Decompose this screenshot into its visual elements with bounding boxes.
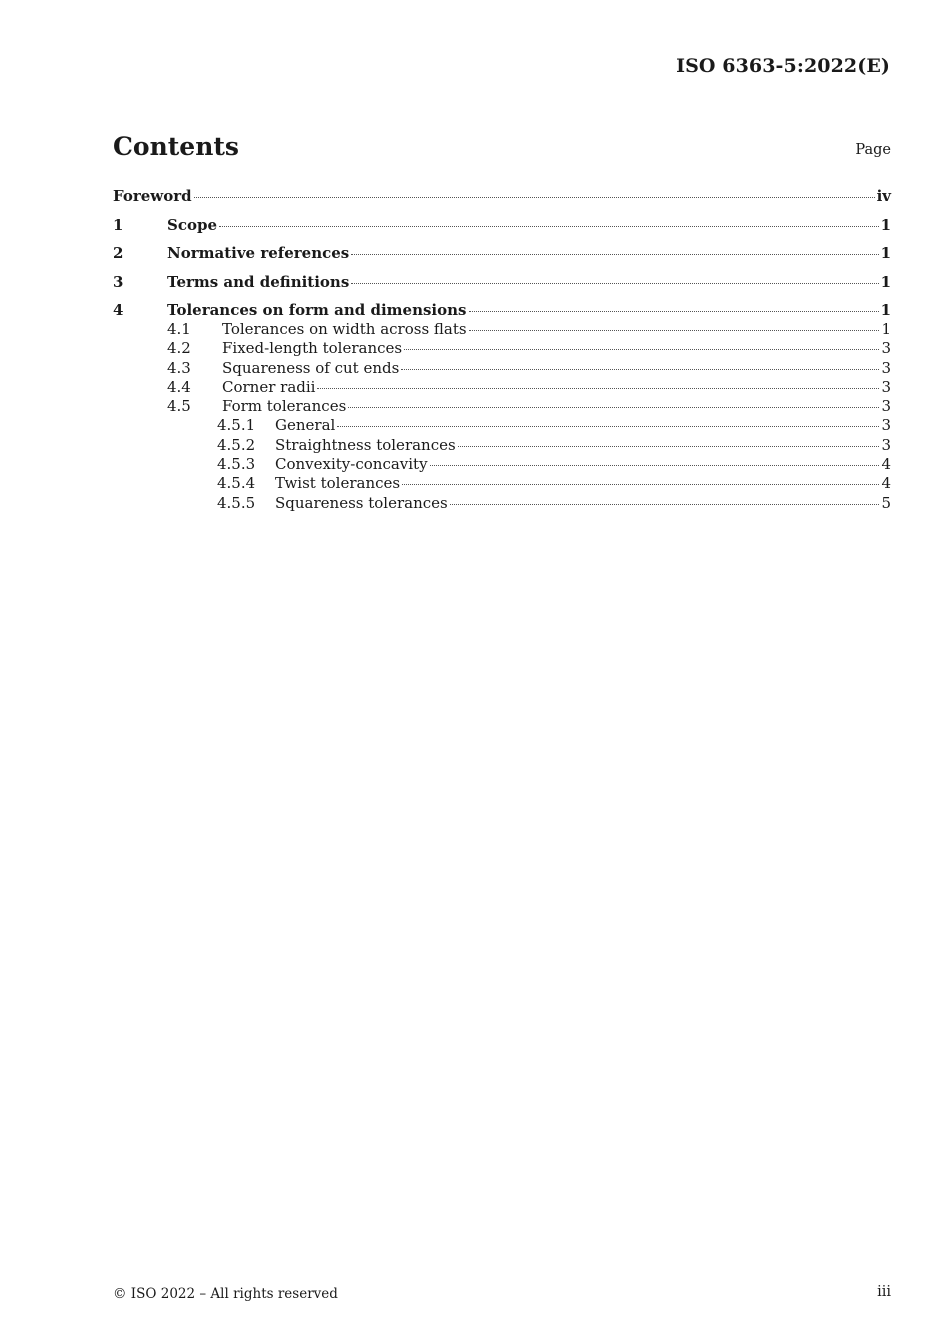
toc-entry-title: Tolerances on width across flats (222, 320, 467, 338)
toc-entry-number: 4.5.5 (217, 493, 256, 512)
copyright-notice: © ISO 2022 – All rights reserved (113, 1286, 338, 1302)
toc-entry-4-2[interactable] (113, 339, 891, 358)
toc-entry-title: Fixed-length tolerances (222, 339, 403, 358)
toc-entry-4-5-2[interactable] (113, 436, 891, 455)
toc-entry-page: 4 (881, 455, 891, 474)
dot-leader (404, 349, 879, 350)
table-of-contents (113, 186, 891, 513)
toc-entry-title: Straightness tolerances (275, 435, 456, 454)
toc-entry-number: 1 (113, 215, 124, 234)
toc-entry-page: 3 (881, 435, 891, 454)
toc-entry-title: Twist tolerances (275, 474, 401, 493)
dot-leader (348, 407, 879, 408)
toc-entry-4-5-3[interactable] (113, 455, 891, 474)
dot-leader (194, 197, 875, 198)
toc-entry-normative-references[interactable] (113, 243, 891, 263)
dot-leader (402, 484, 879, 485)
dot-leader (450, 504, 880, 505)
dot-leader (351, 254, 878, 255)
toc-entry-number: 4.5.1 (217, 416, 256, 435)
toc-entry-foreword[interactable] (113, 186, 891, 206)
toc-entry-title: Convexity-concavity (275, 455, 428, 474)
dot-leader (337, 426, 879, 427)
toc-entry-title: Terms and definitions (167, 272, 350, 291)
toc-entry-page: 1 (881, 320, 891, 338)
toc-entry-page: 1 (880, 244, 891, 262)
toc-entry-page: 1 (880, 301, 891, 319)
toc-entry-number: 4.5.3 (217, 455, 256, 474)
toc-entry-number: 4.2 (167, 339, 191, 358)
toc-entry-number: 4.5 (167, 397, 191, 416)
toc-entry-terms-and-definitions[interactable] (113, 272, 891, 292)
toc-entry-title: Form tolerances (222, 397, 347, 416)
toc-entry-title: Foreword (113, 187, 192, 205)
dot-leader (469, 311, 879, 312)
contents-title: Contents (113, 132, 240, 161)
toc-entry-page: 3 (881, 397, 891, 416)
dot-leader (317, 388, 879, 389)
dot-leader (458, 446, 880, 447)
toc-entry-page: 4 (881, 474, 891, 493)
page-number: iii (877, 1284, 891, 1300)
toc-entry-4-5-1[interactable] (113, 416, 891, 435)
toc-entry-title: Squareness of cut ends (222, 358, 400, 377)
toc-entry-4-5-5[interactable] (113, 494, 891, 513)
dot-leader (351, 283, 878, 284)
page-column-label: Page (855, 142, 891, 158)
toc-entry-page: 3 (881, 416, 891, 435)
toc-entry-title: Corner radii (222, 377, 316, 396)
toc-entry-number: 3 (113, 272, 124, 291)
toc-entry-number: 4.5.2 (217, 435, 256, 454)
toc-entry-title: General (275, 416, 336, 435)
toc-entry-page: 1 (880, 272, 891, 291)
dot-leader (469, 330, 880, 331)
toc-entry-page: 3 (881, 377, 891, 396)
toc-entry-number: 4.5.4 (217, 474, 256, 493)
toc-entry-scope[interactable] (113, 215, 891, 235)
toc-entry-4-1[interactable] (113, 320, 891, 339)
toc-entry-4-3[interactable] (113, 359, 891, 378)
toc-entry-page: 3 (881, 339, 891, 358)
toc-entry-4-4[interactable] (113, 378, 891, 397)
toc-entry-tolerances-on-form[interactable] (113, 300, 891, 320)
toc-entry-number: 4 (113, 301, 124, 319)
dot-leader (219, 226, 879, 227)
toc-entry-4-5[interactable] (113, 397, 891, 416)
toc-entry-page: 3 (881, 358, 891, 377)
dot-leader (430, 465, 880, 466)
toc-entry-page: 1 (880, 215, 891, 234)
toc-entry-page: iv (876, 187, 891, 205)
toc-entry-page: 5 (881, 493, 891, 512)
toc-entry-number: 4.1 (167, 320, 191, 338)
document-id: ISO 6363-5:2022(E) (676, 55, 890, 77)
toc-entry-number: 4.4 (167, 377, 191, 396)
toc-entry-title: Squareness tolerances (275, 493, 448, 512)
toc-entry-title: Normative references (167, 244, 350, 262)
toc-entry-4-5-4[interactable] (113, 474, 891, 493)
toc-entry-title: Scope (167, 215, 218, 234)
toc-entry-number: 4.3 (167, 358, 191, 377)
dot-leader (401, 369, 879, 370)
toc-entry-number: 2 (113, 244, 124, 262)
toc-entry-title: Tolerances on form and dimensions (167, 301, 467, 319)
